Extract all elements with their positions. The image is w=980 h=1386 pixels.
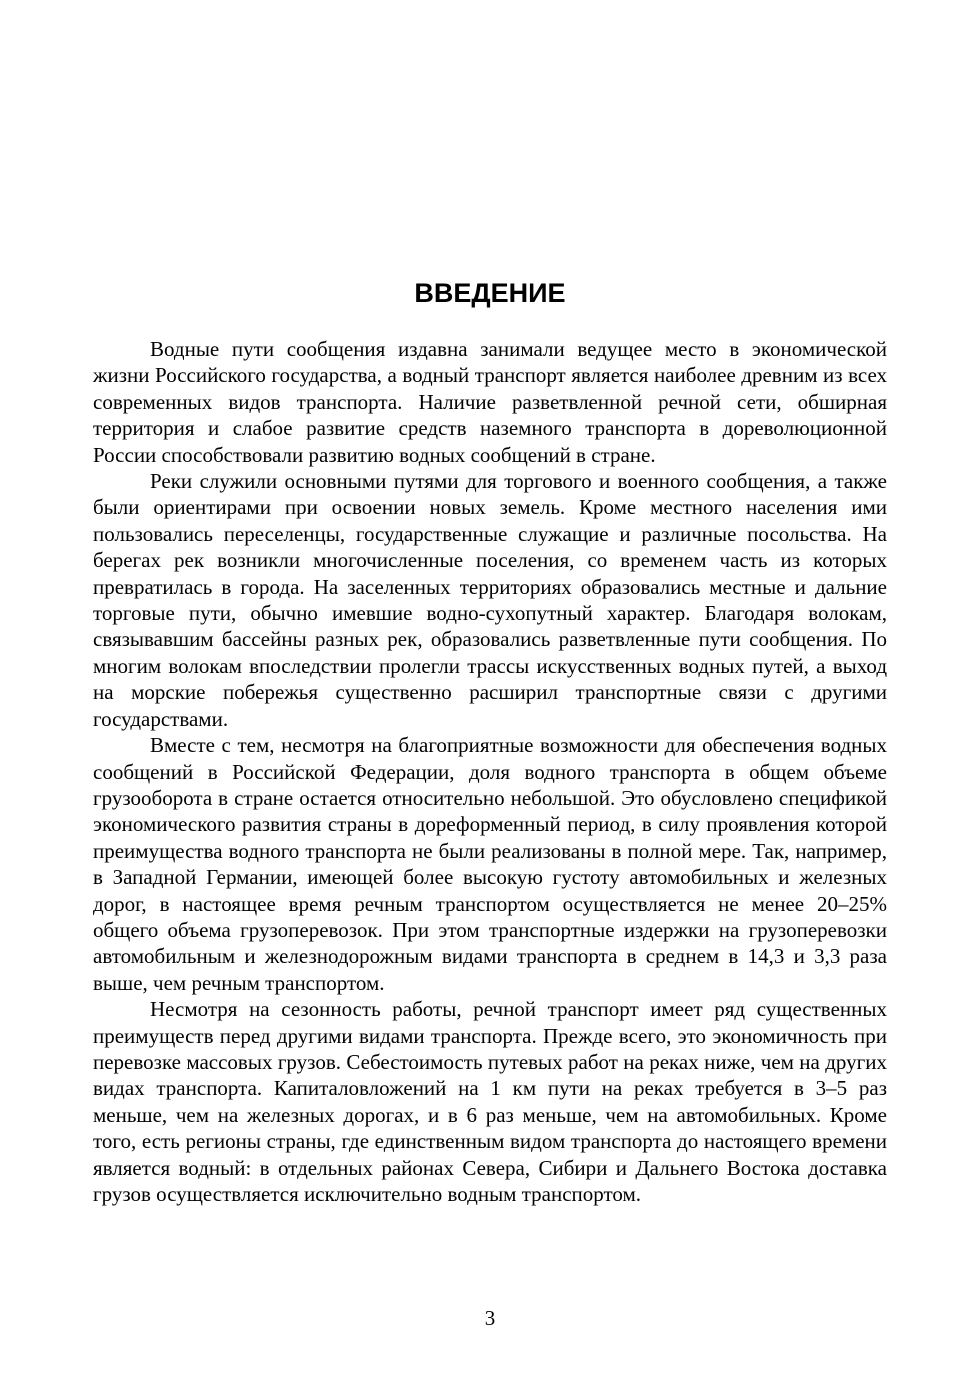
body-text (93, 336, 887, 1207)
document-page (93, 0, 887, 1386)
paragraph-1: Водные пути сообщения издавна занимали ведущее место в экономической жизни Российского государства, а водный транспорт является наиболее древним из всех современных видов транспорта. Наличие разветвленной речной сети, обширная территория и слабое развитие средств наземного транспорта в дореволюционной России способствовали развитию водных сообщений в стране. (93, 337, 887, 467)
page-number: 3 (484, 1306, 496, 1330)
paragraph-2: Реки служили основными путями для торгового и военного сообщения, а также были ориентирами при освоении новых земель. Кроме местного населения ими пользовались переселенцы, государственные служащие и различные посольства. На берегах рек возникли многочисленные поселения, со временем часть из которых превратилась в города. На заселенных территориях образовались местные и дальние торговые пути, обычно имевшие водно-сухопутный характер. Благодаря волокам, связывавшим бассейны разных рек, образовались разветвленные пути сообщения. По многим волокам впоследствии пролегли трассы искусственных водных путей, а выход на морские побережья существенно расширил транспортные связи с другими государствами. (93, 469, 887, 731)
paragraph-4: Несмотря на сезонность работы, речной транспорт имеет ряд существенных преимуществ перед другими видами транспорта. Прежде всего, это экономичность при перевозке массовых грузов. Себестоимость путевых работ на реках ниже, чем на других видах транспорта. Капиталовложений на 1 км пути на реках требуется в 3–5 раз меньше, чем на железных дорогах, и в 6 раз меньше, чем на автомобильных. Кроме того, есть регионы страны, где единственным видом транспорта до настоящего времени является водный: в отдельных районах Севера, Сибири и Дальнего Востока доставка грузов осуществляется исключительно водным транспортом. (93, 997, 887, 1206)
paragraph-3: Вместе с тем, несмотря на благоприятные возможности для обеспечения водных сообщений в Российской Федерации, доля водного транспорта в общем объеме грузооборота в стране остается относительно небольшой. Это обусловлено спецификой экономического развития страны в дореформенный период, в силу проявления которой преимущества водного транспорта не были реализованы в полной мере. Так, например, в Западной Германии, имеющей более высокую густоту автомобильных и железных дорог, в настоящее время речным транспортом осуществляется не менее 20–25% общего объема грузоперевозок. При этом транспортные издержки на грузоперевозки автомобильным и железнодорожным видами транспорта в среднем в 14,3 и 3,3 раза выше, чем речным транспортом. (93, 733, 887, 995)
page-title: ВВЕДЕНИЕ (414, 278, 566, 308)
